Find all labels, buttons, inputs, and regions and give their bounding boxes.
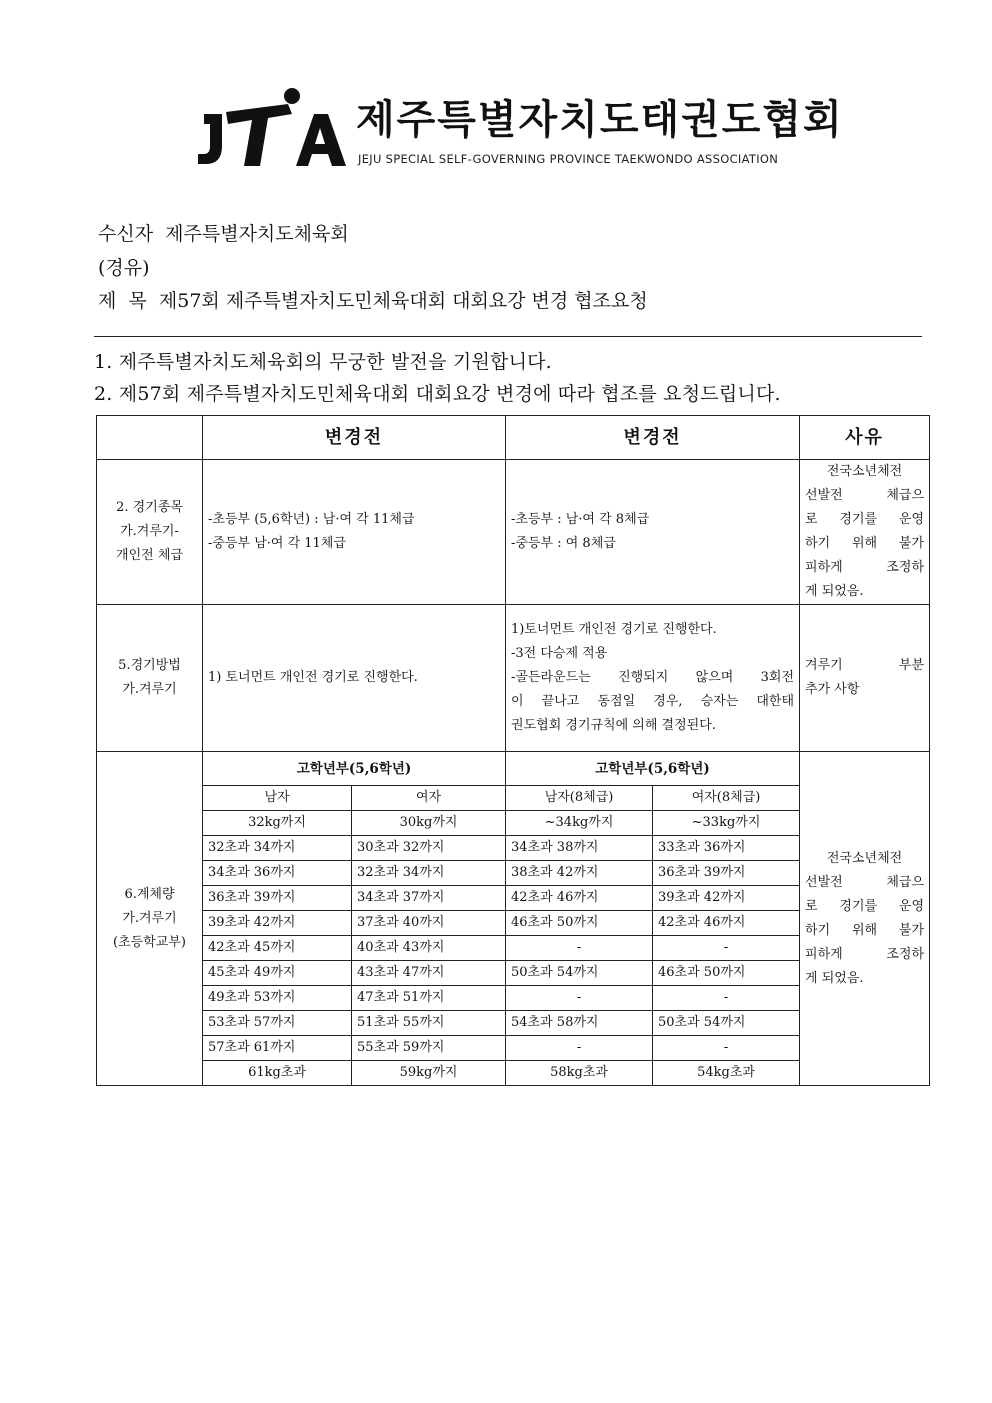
weight-cell: 40초과 43까지 xyxy=(352,936,506,961)
item-line: 6.계체량 xyxy=(124,886,175,902)
after-line: 이 끝나고 동점일 경우, 승자는 대한태 xyxy=(511,694,795,709)
item-line: 개인전 체급 xyxy=(116,548,183,563)
weight-cell: - xyxy=(653,1036,800,1061)
weight-cell: 30kg까지 xyxy=(352,811,506,836)
weight-cell: 58kg초과 xyxy=(506,1061,653,1086)
recipient-label: 수신자 xyxy=(98,223,154,245)
weight-cell: 43초과 47까지 xyxy=(352,961,506,986)
weight-cell: 49초과 53까지 xyxy=(203,986,352,1011)
item-line: (초등학교부) xyxy=(113,934,186,950)
before-cell: 1) 토너먼트 개인전 경기로 진행한다. xyxy=(203,605,506,752)
weight-cell: 50초과 54까지 xyxy=(506,961,653,986)
before-line: -초등부 (5,6학년) : 남·여 각 11체급 xyxy=(208,512,415,527)
header-reason: 사유 xyxy=(800,416,930,460)
weight-cell: 55초과 59까지 xyxy=(352,1036,506,1061)
after-line: -중등부 : 여 8체급 xyxy=(511,536,616,551)
weight-cell: 38초과 42까지 xyxy=(506,861,653,886)
weight-cell: - xyxy=(506,936,653,961)
before-subtitle: 고학년부(5,6학년) xyxy=(203,752,506,786)
weight-cell: ~33kg까지 xyxy=(653,811,800,836)
after-line: -골든라운드는 진행되지 않으며 3회전 xyxy=(511,670,795,685)
item-line: 5.경기방법 xyxy=(118,658,181,673)
reason-cell xyxy=(800,605,930,752)
reason-line: 게 되었음. xyxy=(805,584,864,599)
weight-cell: 37초과 40까지 xyxy=(352,911,506,936)
weight-cell: - xyxy=(506,1036,653,1061)
weight-cell: 32초과 34까지 xyxy=(203,836,352,861)
reason-line: 전국소년체전 xyxy=(826,464,903,479)
weight-cell: 53초과 57까지 xyxy=(203,1011,352,1036)
reason-line: 게 되었음. xyxy=(805,970,864,986)
weight-cell: 39초과 42까지 xyxy=(203,911,352,936)
reason-line: 피하게 조정하 xyxy=(805,560,925,575)
weight-cell: 61kg초과 xyxy=(203,1061,352,1086)
reason-cell xyxy=(800,460,930,605)
after-subtitle: 고학년부(5,6학년) xyxy=(506,752,800,786)
reason-line: 전국소년체전 xyxy=(826,850,903,866)
weight-cell: 34초과 38까지 xyxy=(506,836,653,861)
after-line: -3전 다승제 적용 xyxy=(511,646,608,661)
jta-logo xyxy=(196,84,346,172)
letterhead xyxy=(196,84,844,174)
item-line: 가.겨루기 xyxy=(122,910,177,926)
col-header: 남자 xyxy=(203,786,352,811)
item-cell xyxy=(97,752,203,1086)
weight-cell: 34초과 36까지 xyxy=(203,861,352,886)
item-line: 2. 경기종목 xyxy=(116,500,183,515)
paragraph-1: 1. 제주특별자치도체육회의 무궁한 발전을 기원합니다. xyxy=(94,351,552,373)
reason-cell xyxy=(800,752,930,1086)
weight-cell: 46초과 50까지 xyxy=(653,961,800,986)
header-before: 변경전 xyxy=(203,416,506,460)
via: (경유) xyxy=(98,257,150,279)
before-cell xyxy=(203,460,506,605)
divider xyxy=(94,336,922,337)
weight-cell: 36초과 39까지 xyxy=(203,886,352,911)
reason-line: 하기 위해 불가 xyxy=(805,536,925,551)
weight-cell: 32kg까지 xyxy=(203,811,352,836)
table-row xyxy=(97,460,930,605)
reason-line: 피하게 조정하 xyxy=(805,946,925,962)
weight-cell: 54kg초과 xyxy=(653,1061,800,1086)
after-line: -초등부 : 남·여 각 8체급 xyxy=(511,512,650,527)
item-cell xyxy=(97,605,203,752)
before-line: -중등부 남·여 각 11체급 xyxy=(208,536,346,551)
weight-cell: 50초과 54까지 xyxy=(653,1011,800,1036)
weight-cell: 42초과 46까지 xyxy=(506,886,653,911)
weight-cell: 42초과 46까지 xyxy=(653,911,800,936)
weight-cell: 36초과 39까지 xyxy=(653,861,800,886)
col-header: 남자(8체급) xyxy=(506,786,653,811)
weight-cell: - xyxy=(506,986,653,1011)
org-name-en: JEJU SPECIAL SELF-GOVERNING PROVINCE TAEKWONDO ASSOCIATION xyxy=(358,152,779,166)
header-after: 변경전 xyxy=(506,416,800,460)
col-header: 여자 xyxy=(352,786,506,811)
org-name: 제주특별자치도태권도협회 xyxy=(356,97,844,143)
weighin-title-row xyxy=(97,752,930,786)
table-row xyxy=(97,605,930,752)
change-table xyxy=(96,415,930,1086)
recipient-line xyxy=(98,219,349,246)
item-line: 가.겨루기- xyxy=(120,524,179,539)
item-cell xyxy=(97,460,203,605)
weight-cell: 32초과 34까지 xyxy=(352,861,506,886)
header-empty xyxy=(97,416,203,460)
weight-cell: 59kg까지 xyxy=(352,1061,506,1086)
reason-line: 로 경기를 운영 xyxy=(805,898,925,914)
after-line: 1)토너먼트 개인전 경기로 진행한다. xyxy=(511,622,717,637)
weight-cell: 34초과 37까지 xyxy=(352,886,506,911)
weight-cell: 42초과 45까지 xyxy=(203,936,352,961)
reason-line: 선발전 체급으 xyxy=(805,874,925,890)
weight-cell: 46초과 50까지 xyxy=(506,911,653,936)
weight-cell: - xyxy=(653,986,800,1011)
after-line: 권도협회 경기규칙에 의해 결정된다. xyxy=(511,718,716,733)
subject-line xyxy=(98,286,648,313)
weight-cell: - xyxy=(653,936,800,961)
weight-cell: 30초과 32까지 xyxy=(352,836,506,861)
weight-cell: 39초과 42까지 xyxy=(653,886,800,911)
reason-line: 로 경기를 운영 xyxy=(805,512,925,527)
subject-label: 제 목 xyxy=(98,290,147,312)
reason-line: 겨루기 부분 xyxy=(805,658,925,673)
paragraph-2: 2. 제57회 제주특별자치도민체육대회 대회요강 변경에 따라 협조를 요청드립니다. xyxy=(94,383,781,405)
weight-cell: 47초과 51까지 xyxy=(352,986,506,1011)
reason-line: 선발전 체급으 xyxy=(805,488,925,503)
table-header-row xyxy=(97,416,930,460)
weight-cell: 33초과 36까지 xyxy=(653,836,800,861)
weight-cell: ~34kg까지 xyxy=(506,811,653,836)
after-cell xyxy=(506,605,800,752)
subject: 제57회 제주특별자치도민체육대회 대회요강 변경 협조요청 xyxy=(158,290,648,312)
item-line: 가.겨루기 xyxy=(122,682,177,697)
weight-cell: 54초과 58까지 xyxy=(506,1011,653,1036)
col-header: 여자(8체급) xyxy=(653,786,800,811)
reason-line: 하기 위해 불가 xyxy=(805,922,925,938)
after-cell xyxy=(506,460,800,605)
recipient: 제주특별자치도체육회 xyxy=(165,223,349,245)
reason-line: 추가 사항 xyxy=(805,682,860,697)
weight-cell: 45초과 49까지 xyxy=(203,961,352,986)
weight-cell: 57초과 61까지 xyxy=(203,1036,352,1061)
weight-cell: 51초과 55까지 xyxy=(352,1011,506,1036)
